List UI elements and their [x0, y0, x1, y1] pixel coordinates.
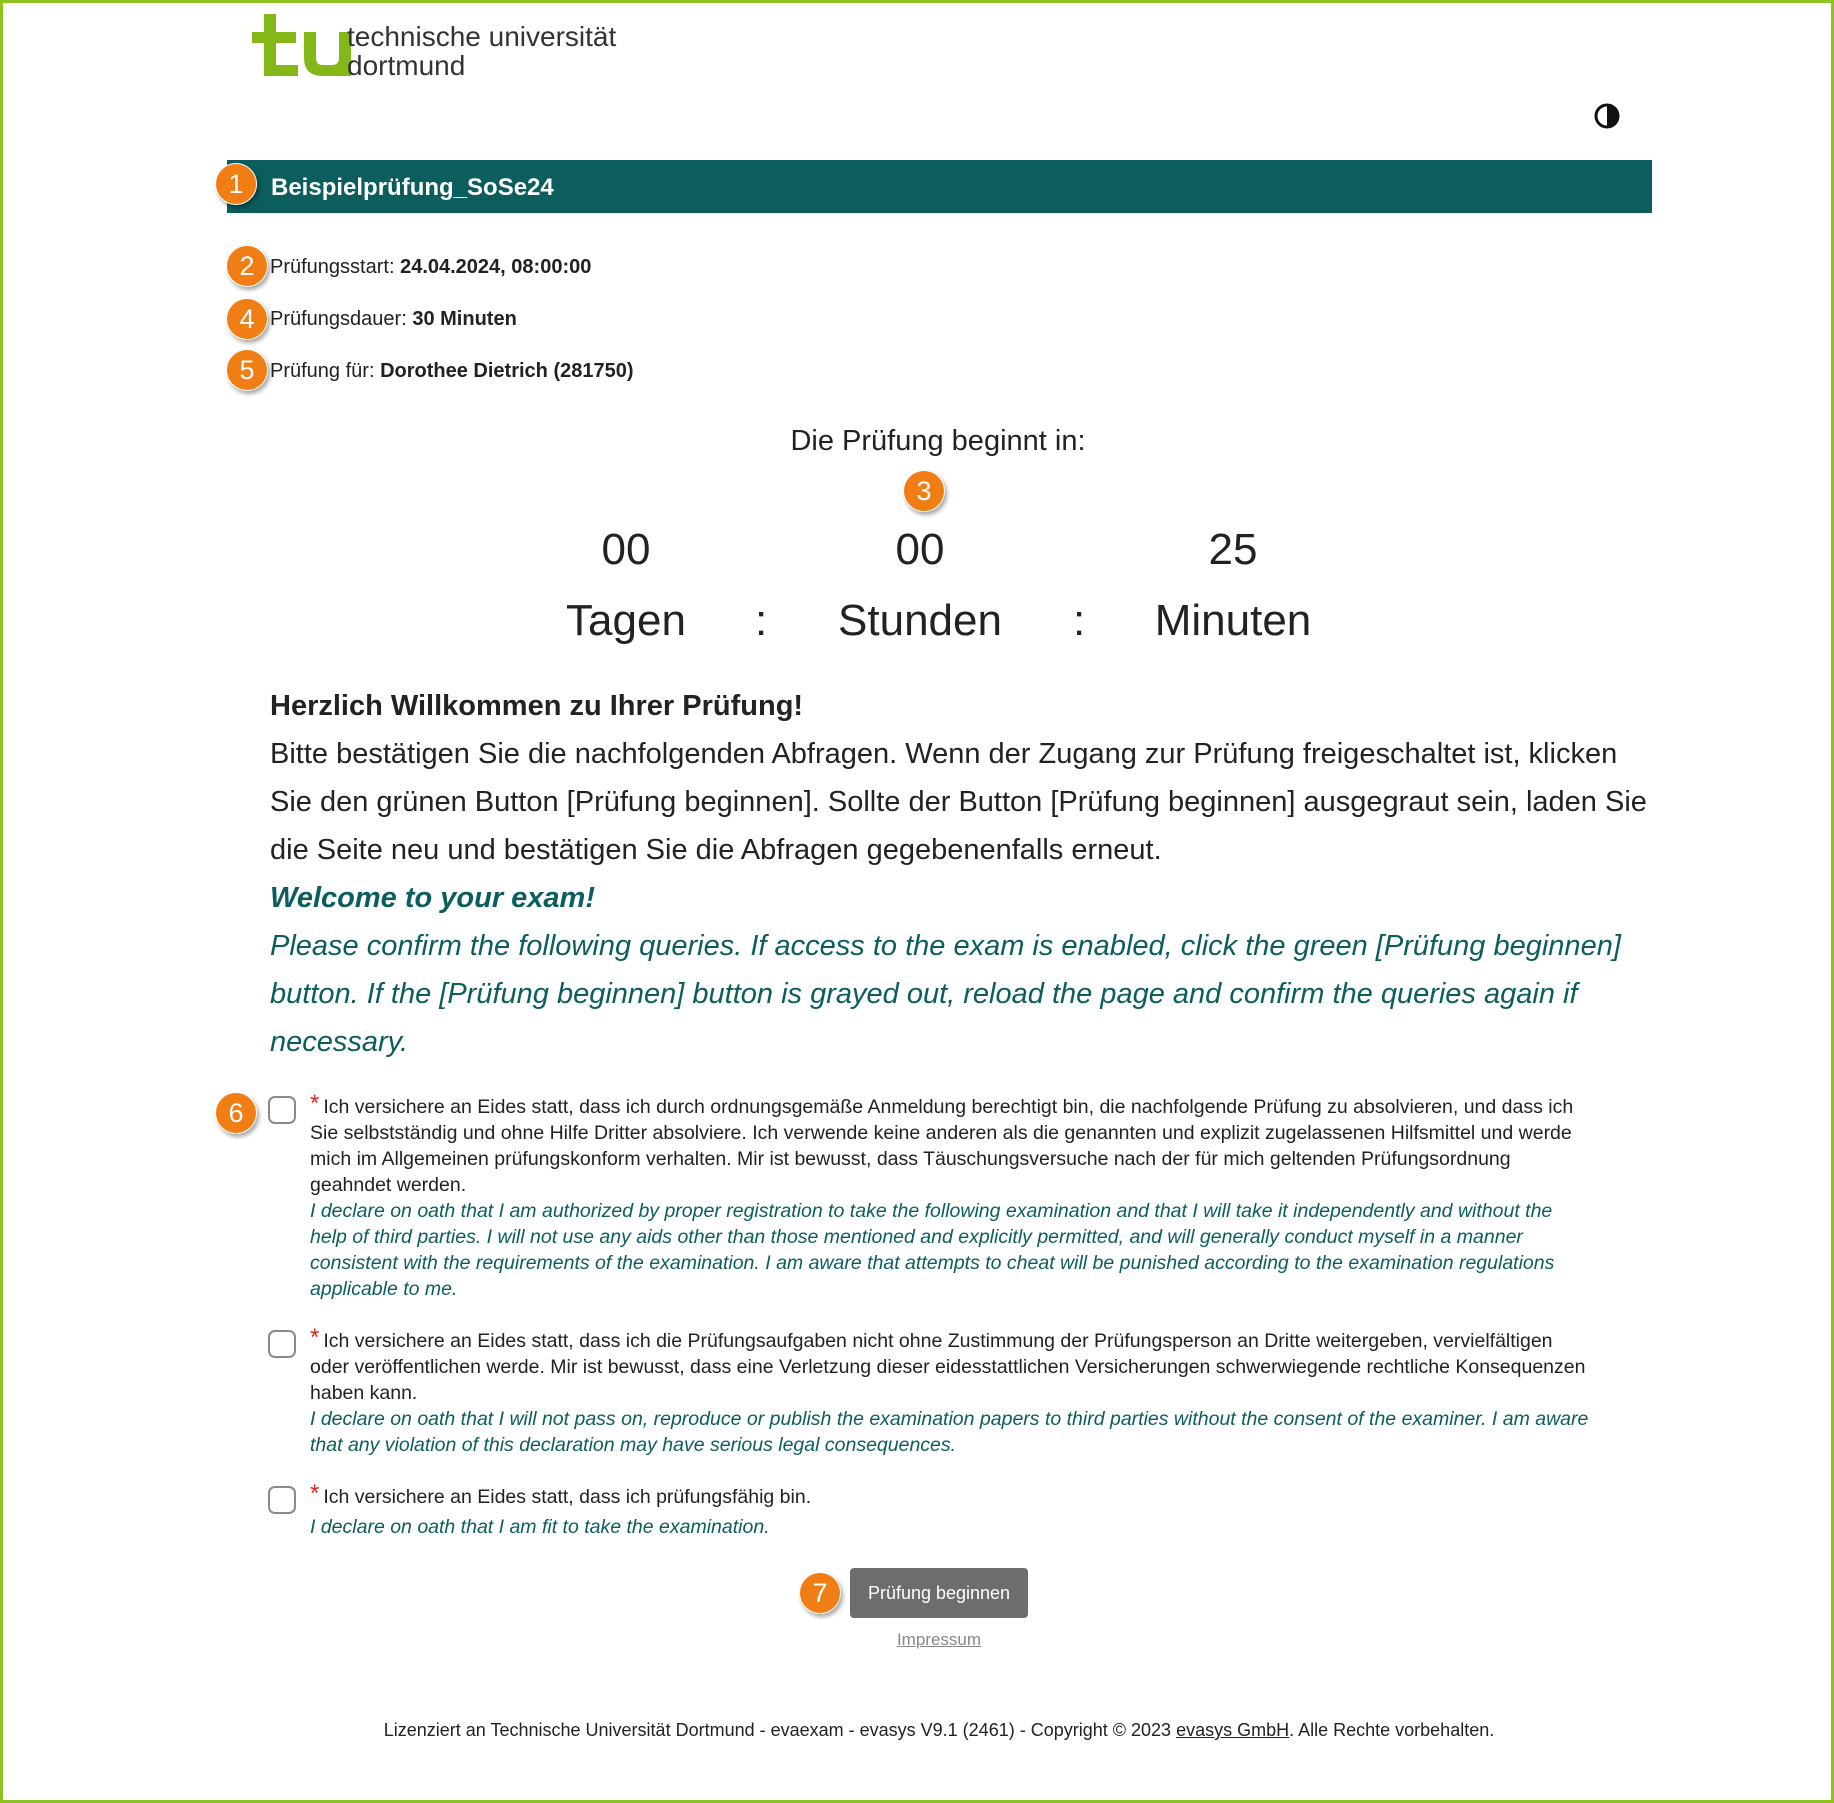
marker-3: 3 — [903, 470, 945, 512]
footer — [0, 1720, 1834, 1741]
declaration-1-text — [310, 1090, 1590, 1302]
exam-for-value: Dorothee Dietrich (281750) — [380, 360, 634, 382]
marker-5: 5 — [226, 349, 268, 391]
marker-2: 2 — [226, 245, 268, 287]
declaration-3-en: I declare on oath that I am fit to take the examination. — [310, 1516, 770, 1538]
declaration-1-de: Ich versichere an Eides statt, dass ich durch ordnungsgemäße Anmeldung berechtigt bin, die nachfolgende Prüfung zu absolvieren, und dass ich Sie selbstständig und ohne Hilfe Dritter absolviere. Ich verwende keine anderen als die genannten und explizit zugelassenen Hilfsmittel und werde mich im Allgemeinen prüfungskonform verhalten. Mir ist bewusst, dass Täuschungsversuche nach der für mich geltenden Prüfungsordnung geahndet werden. — [310, 1096, 1574, 1196]
declaration-1-en: I declare on oath that I am authorized by proper registration to take the following examination and that I will take it independently and without the help of third parties. I will not use any aids other than those mentioned and explicitly permitted, and will generally conduct myself in a manner consistent with the requirements of the examination. I am aware that attempts to cheat will be punished according to the examination regulations applicable to me. — [310, 1200, 1555, 1300]
start-exam-button[interactable]: Prüfung beginnen — [850, 1568, 1028, 1618]
marker-6: 6 — [215, 1092, 257, 1134]
exam-for-row — [270, 360, 634, 383]
welcome-heading-en: Welcome to your exam! — [270, 882, 596, 914]
footer-text: Lizenziert an Technische Universität Dortmund - evaexam - evasys V9.1 (2461) - Copyright © 2023 — [383, 1720, 1177, 1740]
countdown-minutes-label: Minuten — [1154, 596, 1312, 645]
exam-title-bar — [227, 160, 1652, 213]
exam-start-label: Prüfungsstart: — [270, 256, 395, 278]
marker-7: 7 — [799, 1572, 841, 1614]
exam-duration-value: 30 Minuten — [412, 308, 517, 330]
declaration-2-checkbox[interactable] — [268, 1330, 296, 1358]
declaration-2-en: I declare on oath that I will not pass on, reproduce or publish the examination papers to third parties without the consent of the examiner. I am aware that any violation of this declaration may have serious legal consequences. — [310, 1408, 1589, 1456]
exam-start-row — [270, 256, 591, 279]
welcome-section — [270, 682, 1650, 1066]
marker-4: 4 — [226, 298, 268, 340]
exam-start-value: 24.04.2024, 08:00:00 — [400, 256, 592, 278]
marker-1: 1 — [215, 163, 257, 205]
declaration-2-text — [310, 1324, 1590, 1458]
countdown-separator-2: : — [1073, 596, 1086, 645]
contrast-icon[interactable] — [1594, 103, 1620, 129]
countdown-separator-1: : — [755, 596, 768, 645]
welcome-text-de: Bitte bestätigen Sie die nachfolgenden Abfragen. Wenn der Zugang zur Prüfung freigeschaltet ist, klicken Sie den grünen Button [Prüfung beginnen]. Sollte der Button [Prüfung beginnen] ausgegraut sein, laden Sie die Seite neu und bestätigen Sie die Abfragen gegebenenfalls erneut. — [270, 738, 1647, 866]
required-marker: * — [310, 1480, 320, 1507]
declaration-3-checkbox[interactable] — [268, 1486, 296, 1514]
countdown-days: 00 — [601, 525, 651, 574]
required-marker: * — [310, 1090, 320, 1117]
exam-title: Beispielprüfung_SoSe24 — [271, 174, 554, 201]
countdown-days-label: Tagen — [566, 596, 686, 645]
countdown-minutes: 25 — [1208, 525, 1258, 574]
welcome-heading-de: Herzlich Willkommen zu Ihrer Prüfung! — [270, 690, 804, 722]
declaration-1-checkbox[interactable] — [268, 1096, 296, 1124]
logo-line-1: technische universität — [347, 21, 617, 52]
required-marker: * — [310, 1324, 320, 1351]
impressum-link — [0, 1630, 1834, 1650]
logo-line-2: dortmund — [347, 50, 466, 81]
declaration-3-text — [310, 1480, 1590, 1540]
impressum-link-text[interactable]: Impressum — [896, 1630, 982, 1649]
exam-duration-row — [270, 308, 517, 331]
exam-for-label: Prüfung für: — [270, 360, 375, 382]
welcome-text-en: Please confirm the following queries. If access to the exam is enabled, click the green [Prüfung beginnen] button. If the [Prüfung beginnen] button is grayed out, reload the page and confirm the queries again if necessary. — [270, 930, 1621, 1058]
declaration-2-de: Ich versichere an Eides statt, dass ich die Prüfungsaufgaben nicht ohne Zustimmung der Prüfungsperson an Dritte weitergeben, vervielfältigen oder veröffentlichen werde. Mir ist bewusst, dass eine Verletzung dieser eidesstattlichen Versicherungen schwerwiegende rechtliche Konsequenzen haben kann. — [310, 1330, 1586, 1404]
logo-wordmark — [347, 22, 616, 80]
countdown-hours-label: Stunden — [838, 596, 1002, 645]
exam-duration-label: Prüfungsdauer: — [270, 308, 407, 330]
countdown-title: Die Prüfung beginnt in: — [790, 425, 1086, 457]
footer-evasys-link[interactable]: evasys GmbH — [1176, 1720, 1290, 1740]
footer-text-end: . Alle Rechte vorbehalten. — [1289, 1720, 1495, 1740]
countdown-hours: 00 — [895, 525, 945, 574]
declaration-3-de: Ich versichere an Eides statt, dass ich prüfungsfähig bin. — [323, 1486, 812, 1508]
